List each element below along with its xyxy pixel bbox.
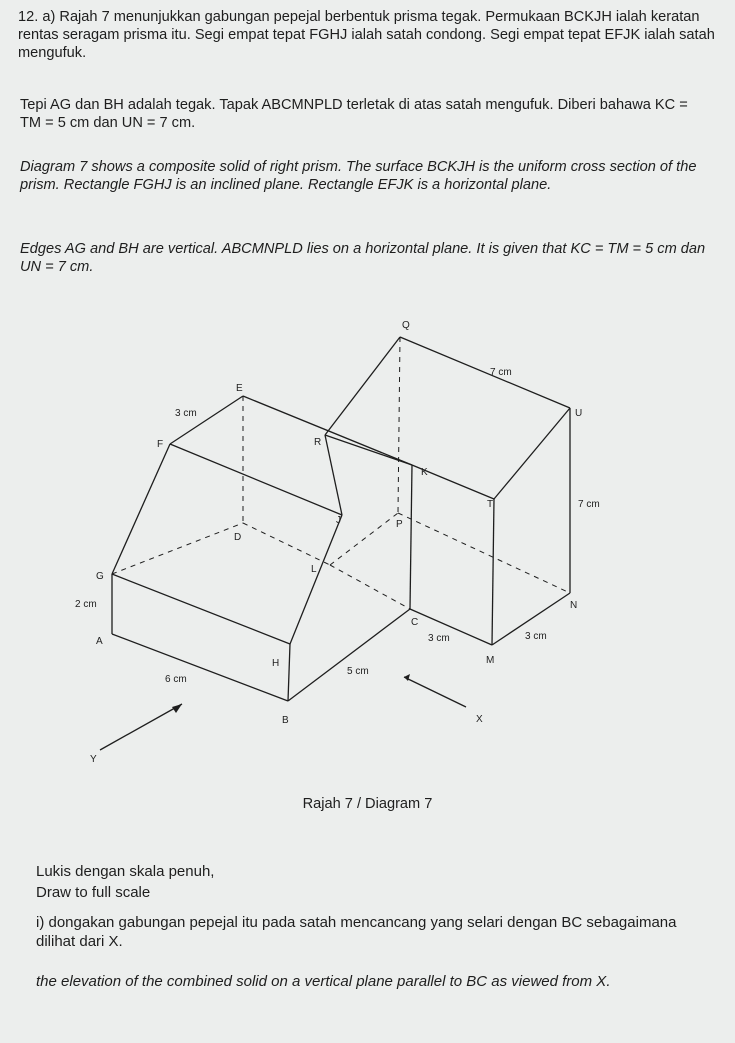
prism-diagram [0, 295, 735, 795]
dim-MN: 3 cm [525, 631, 547, 642]
dim-BC: 5 cm [347, 666, 369, 677]
label-L: L [311, 564, 317, 575]
label-X: X [476, 714, 483, 725]
hidden-edge-QP [398, 337, 400, 513]
question-number: 12. [18, 9, 39, 25]
label-F: F [157, 439, 164, 450]
label-J: J [336, 515, 341, 526]
label-N: N [570, 600, 578, 611]
label-A: A [96, 636, 103, 647]
label-G: G [96, 571, 104, 582]
hidden-edge-DL [243, 523, 330, 565]
edge-CM [410, 609, 492, 645]
malay-task: i) dongakan gabungan pepejal itu pada satah mencancang yang selari dengan BC sebagaimana dilihat dari X. [36, 914, 677, 950]
question-header [18, 8, 718, 62]
arrowhead-Y [172, 704, 182, 713]
dim-EF: 3 cm [175, 408, 197, 419]
edge-AB [112, 634, 288, 701]
edge-FJ [170, 444, 342, 515]
edge-QU [400, 337, 570, 408]
label-R: R [314, 437, 322, 448]
dim-AB: 6 cm [165, 674, 187, 685]
label-Y: Y [90, 754, 97, 765]
dim-GA: 2 cm [75, 599, 97, 610]
malay-intro: Rajah 7 menunjukkan gabungan pepejal berbentuk prisma tegak. Permukaan BCKJH ialah keratan rentas seragam prisma itu. Segi empat tepat FGHJ ialah satah condong. Segi empat tepat EFJK ialah satah mengufuk. [18, 9, 715, 61]
edge-TU [494, 408, 570, 499]
english-given [20, 240, 710, 276]
edge-KC [410, 465, 412, 609]
edge-TM [492, 499, 494, 645]
english-draw: Draw to full scale [36, 884, 151, 901]
dim-UN: 7 cm [578, 499, 600, 510]
label-M: M [486, 655, 495, 666]
label-H: H [272, 658, 280, 669]
edge-EK [243, 396, 412, 465]
english-intro-text: Diagram 7 shows a composite solid of right prism. The surface BCKJH is the uniform cross section of the prism. Rectangle FGHJ is an inclined plane. Rectangle EFJK is a horizontal plane. [20, 159, 697, 193]
arrow-Y [100, 704, 182, 750]
edge-RQ [325, 337, 400, 435]
arrow-X [404, 677, 466, 707]
malay-given-text: Tepi AG dan BH adalah tegak. Tapak ABCMNPLD terletak di atas satah mengufuk. Diberi bahawa KC = TM = 5 cm dan UN = 7 cm. [20, 97, 688, 131]
edge-BC [288, 609, 410, 701]
edge-JH [290, 515, 342, 644]
edge-FE [170, 396, 243, 444]
hidden-edge-PN [398, 513, 570, 593]
edge-RJ [325, 435, 342, 515]
malay-draw: Lukis dengan skala penuh, [36, 863, 215, 880]
label-D: D [234, 532, 242, 543]
label-U: U [575, 408, 583, 419]
label-Q: Q [402, 320, 410, 331]
label-K: K [421, 467, 428, 478]
malay-given [20, 96, 710, 132]
label-E: E [236, 383, 243, 394]
label-T: T [487, 499, 494, 510]
edge-HB [288, 644, 290, 701]
dim-CM: 3 cm [428, 633, 450, 644]
question-part: a) [42, 9, 56, 25]
edge-GH [112, 574, 290, 644]
hidden-edge-LC [330, 565, 410, 609]
english-given-text: Edges AG and BH are vertical. ABCMNPLD lies on a horizontal plane. It is given that KC = TM = 5 cm dan UN = 7 cm. [20, 241, 706, 275]
english-intro [20, 158, 710, 194]
diagram-caption: Rajah 7 / Diagram 7 [302, 796, 433, 812]
label-C: C [411, 617, 419, 628]
label-B: B [282, 715, 289, 726]
english-task: the elevation of the combined solid on a vertical plane parallel to BC as viewed from X. [36, 973, 611, 990]
dim-QU: 7 cm [490, 367, 512, 378]
label-P: P [396, 519, 403, 530]
